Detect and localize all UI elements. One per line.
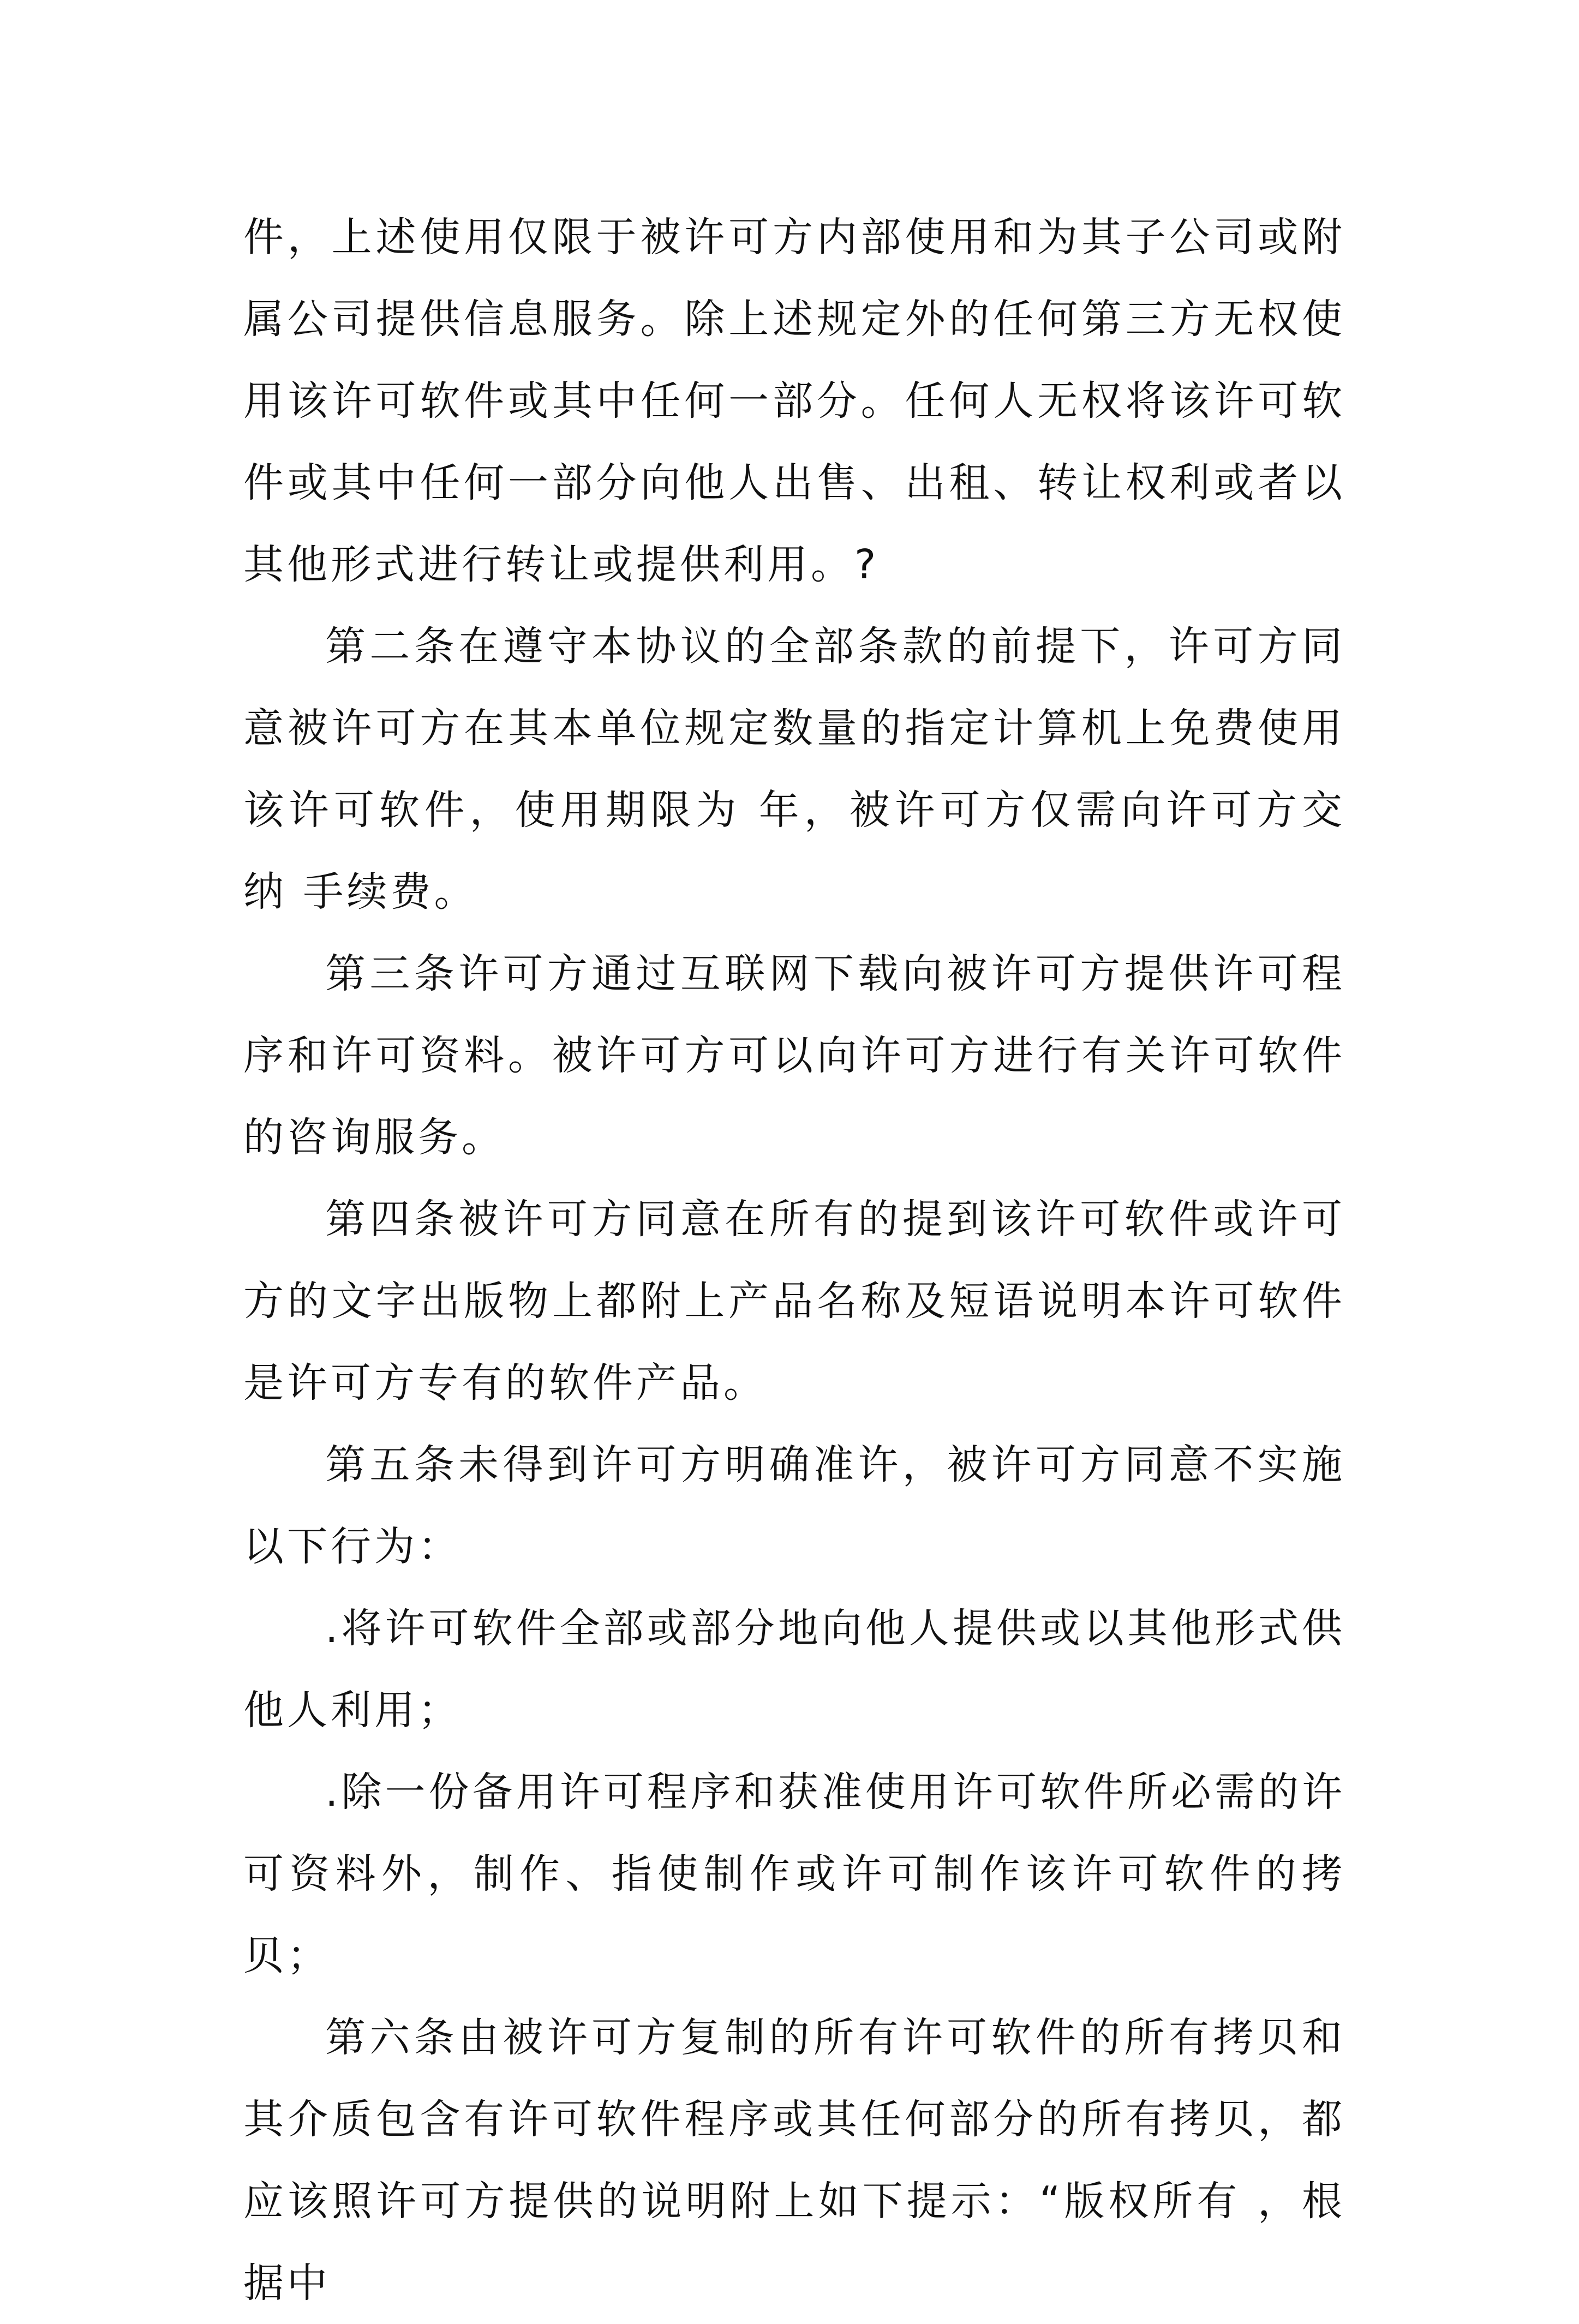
paragraph-article-2: 第二条在遵守本协议的全部条款的前提下，许可方同意被许可方在其本单位规定数量的指定计算机上免费使用该许可软件，使用期限为 年，被许可方仅需向许可方交纳 手续费。 [243, 623, 1345, 915]
document-body [243, 196, 1345, 2324]
paragraph-article-6: 第六条由被许可方复制的所有许可软件的所有拷贝和其介质包含有许可软件程序或其任何部分的所有拷贝，都应该照许可方提供的说明附上如下提示：“版权所有 ，根据中 [243, 2014, 1345, 2307]
paragraph-article-3: 第三条许可方通过互联网下载向被许可方提供许可程序和许可资料。被许可方可以向许可方进行有关许可软件的咨询服务。 [243, 950, 1345, 1161]
paragraph-article-5: 第五条未得到许可方明确准许，被许可方同意不实施以下行为： [243, 1441, 1345, 1570]
list-item-1: .将许可软件全部或部分地向他人提供或以其他形式供他人利用； [243, 1605, 1345, 1734]
list-item-2: .除一份备用许可程序和获准使用许可软件所必需的许可资料外，制作、指使制作或许可制作该许可软件的拷贝； [243, 1769, 1345, 1979]
paragraph-continuation: 件，上述使用仅限于被许可方内部使用和为其子公司或附属公司提供信息服务。除上述规定外的任何第三方无权使用该许可软件或其中任何一部分。任何人无权将该许可软件或其中任何一部分向他人出售、出租、转让权利或者以其他形式进行转让或提供利用。? [243, 214, 1345, 588]
paragraph-article-4: 第四条被许可方同意在所有的提到该许可软件或许可方的文字出版物上都附上产品名称及短语说明本许可软件是许可方专有的软件产品。 [243, 1196, 1345, 1406]
